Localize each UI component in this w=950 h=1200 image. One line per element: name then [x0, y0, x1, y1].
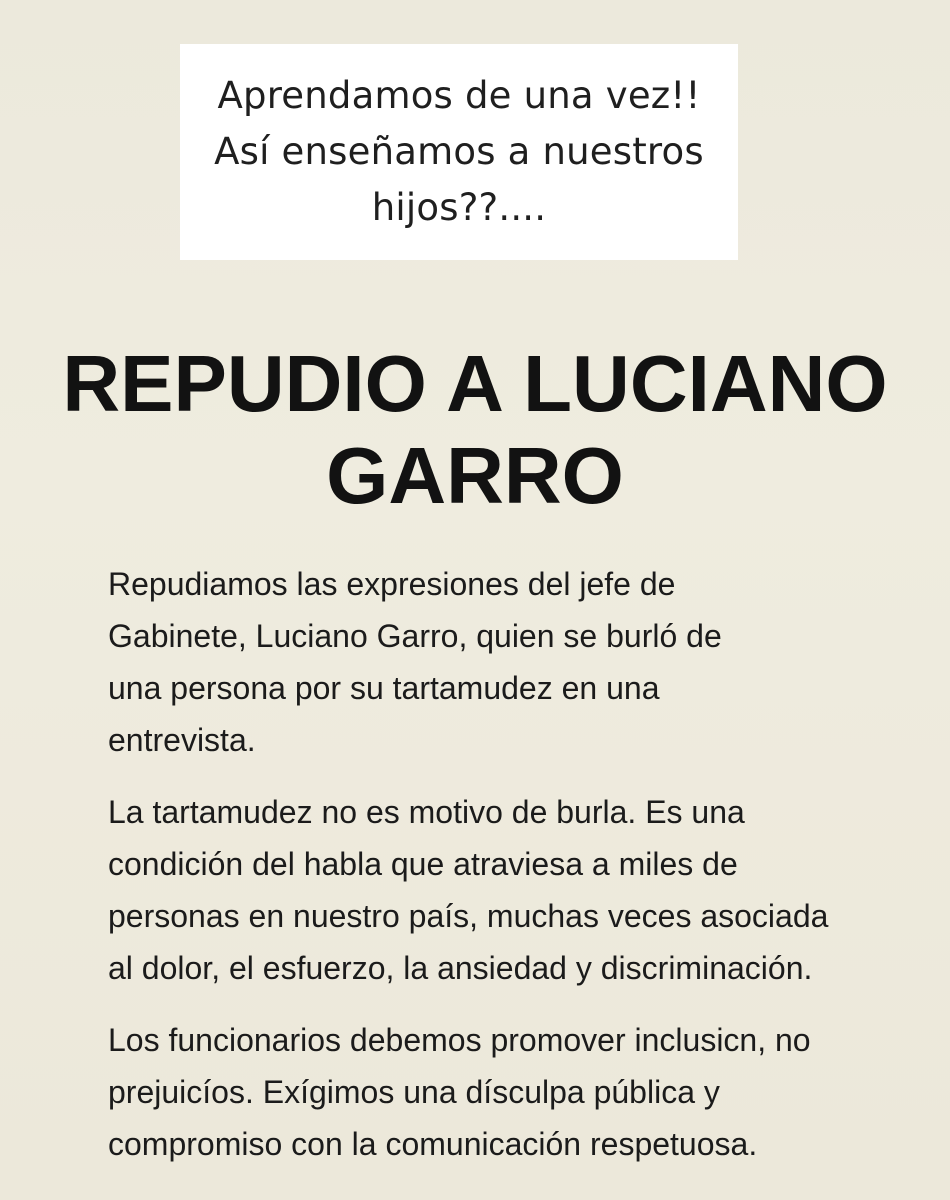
paragraph-2: La tartamudez no es motivo de burla. Es una condición del habla que atraviesa a miles de personas en nuestro país, muchas veces asociada al dolor, el esfuerzo, la ansiedad y discriminación. [108, 794, 829, 986]
statement-body [108, 558, 908, 1190]
paragraph-3: Los funcionarios debemos promover inclusicn, no prejuicíos. Exígimos una dísculpa pública y compromiso con la comunicación respetuosa. [108, 1022, 811, 1162]
headline: REPUDIO A LUCIANO GARRO [62, 339, 888, 520]
caption-box [180, 44, 738, 260]
paragraph-1: Repudiamos las expresiones del jefe de Gabinete, Luciano Garro, quien se burló de una persona por su tartamudez en una entrevista. [108, 566, 722, 758]
caption-text: Aprendamos de una vez!! Así enseñamos a nuestros hijos??.... [214, 74, 704, 229]
